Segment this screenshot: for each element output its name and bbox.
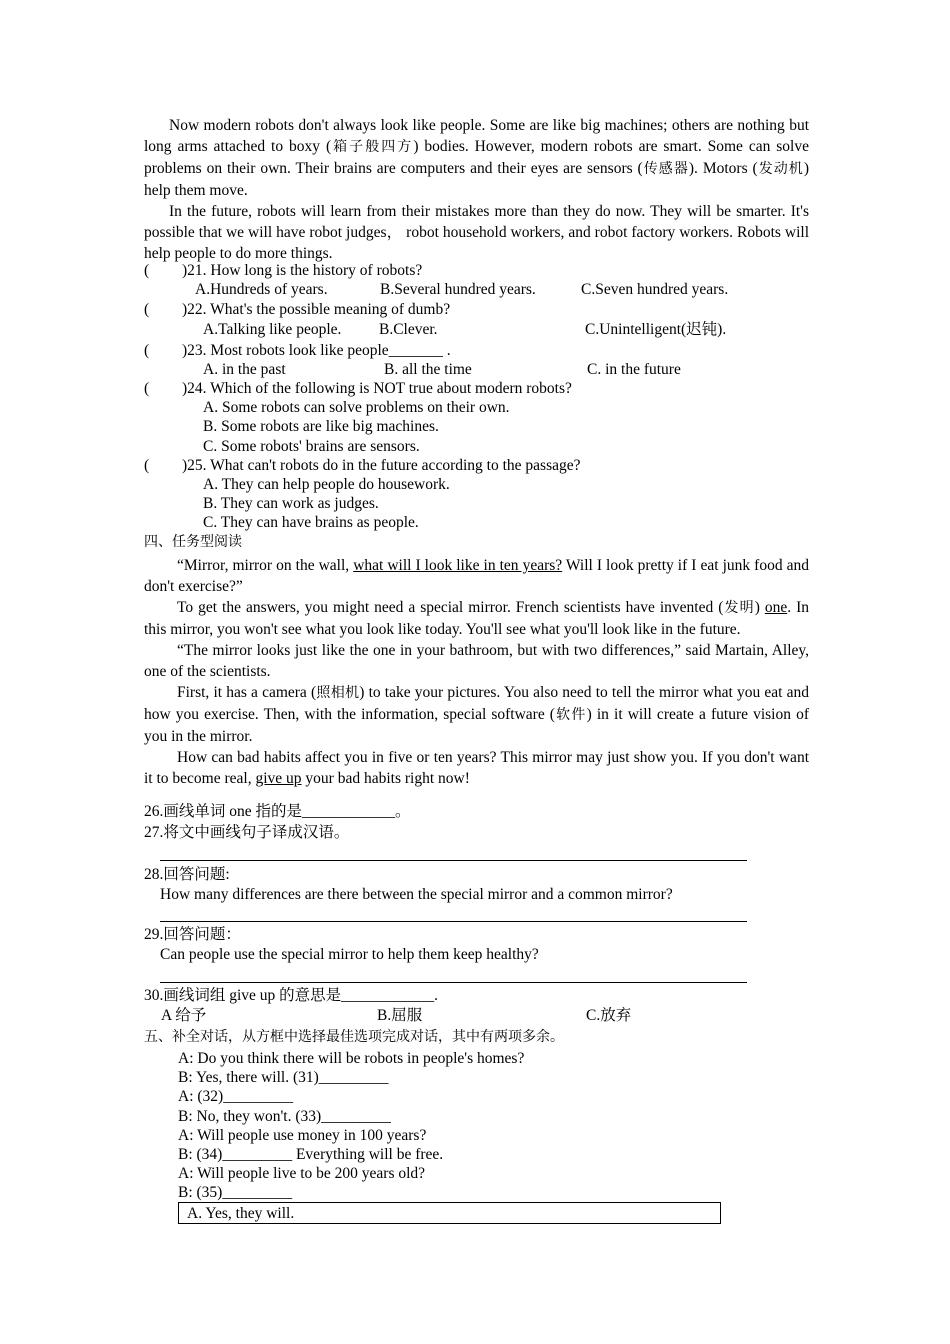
- dialogue-line-5: A: Will people use money in 100 years?: [178, 1127, 427, 1144]
- option-a: A. Yes, they will.: [187, 1205, 295, 1222]
- dialogue-line-1: A: Do you think there will be robots in people's homes?: [178, 1050, 525, 1067]
- gloss-boxy: 箱子般四方: [331, 139, 414, 155]
- dialogue-line-6: B: (34)_________ Everything will be free.: [178, 1146, 444, 1163]
- q23-stem: )23. Most robots look like people_______ .: [182, 342, 451, 359]
- q28-label: 28.回答问题:: [144, 866, 230, 883]
- dialogue-line-7: A: Will people live to be 200 years old?: [178, 1165, 426, 1182]
- q22-option-c: C.Unintelligent(迟钝).: [585, 321, 727, 338]
- dialogue-line-3: A: (32)_________: [178, 1088, 293, 1105]
- passage-2-paragraph-4: [144, 682, 809, 747]
- q27-answer-line[interactable]: [160, 860, 747, 861]
- q23-option-b: B. all the time: [384, 361, 472, 378]
- dialogue-line-2: B: Yes, there will. (31)_________: [178, 1069, 389, 1086]
- passage-2-paragraph-1: [144, 555, 809, 597]
- text: . In this mirror, you won't see what you look like today. You'll see what you'll look like in the future.: [144, 599, 809, 638]
- text: ) bodies. However, modern robots are smart. Some can solve problems on their own. Their brains are computers and their eyes are sensors (: [144, 138, 809, 177]
- q25-option-b: B. They can work as judges.: [203, 495, 379, 512]
- text: How can bad habits affect you in five or ten years? This mirror may just show you. If you don't want it to become real,: [144, 749, 809, 787]
- text: ): [754, 599, 765, 616]
- text: Will I look pretty if I eat junk food and don't exercise?”: [144, 557, 809, 595]
- q25-bracket: (: [144, 457, 150, 474]
- text: ) to take your pictures. You also need to tell the mirror what you eat and how you exercise. Then, with the information, special software (: [144, 684, 809, 723]
- text: your bad habits right now!: [301, 770, 470, 787]
- q24-option-c: C. Some robots' brains are sensors.: [203, 438, 420, 455]
- q21-option-a: A.Hundreds of years.: [195, 281, 328, 298]
- q23-bracket: (: [144, 342, 150, 359]
- options-box: [178, 1202, 721, 1224]
- q22-stem: )22. What's the possible meaning of dumb?: [182, 301, 451, 318]
- q25-option-c: C. They can have brains as people.: [203, 514, 419, 531]
- q30: 30.画线词组 give up 的意思是____________.: [144, 987, 439, 1004]
- q23-option-c: C. in the future: [587, 361, 681, 378]
- q21-bracket: (: [144, 262, 150, 279]
- q29-answer-line[interactable]: [160, 982, 747, 983]
- q24-option-b: B. Some robots are like big machines.: [203, 418, 439, 435]
- q29-label: 29.回答问题：: [144, 926, 241, 943]
- passage-2: [144, 555, 809, 789]
- q30-option-c: C.放弃: [586, 1007, 632, 1024]
- passage-2-paragraph-2: [144, 597, 809, 640]
- underlined-phrase-give-up: give up: [255, 770, 302, 787]
- q29-question: Can people use the special mirror to help them keep healthy?: [160, 946, 539, 963]
- text: To get the answers, you might need a special mirror. French scientists have invented (: [177, 599, 724, 616]
- q27: 27.将文中画线句子译成汉语。: [144, 824, 350, 841]
- gloss-motors: 发动机: [757, 161, 804, 177]
- underlined-sentence: what will I look like in ten years?: [353, 557, 563, 574]
- q28-question: How many differences are there between the special mirror and a common mirror?: [160, 886, 673, 903]
- q21-stem: )21. How long is the history of robots?: [182, 262, 423, 279]
- text: Now modern robots don't always look like people. Some are like big machines; others are nothing but long arms attached to boxy (: [144, 117, 809, 155]
- q24-stem: )24. Which of the following is NOT true about modern robots?: [182, 380, 572, 397]
- q28-answer-line[interactable]: [160, 921, 747, 922]
- passage-1: [144, 115, 809, 264]
- dialogue-line-8: B: (35)_________: [178, 1184, 293, 1201]
- q25-stem: )25. What can't robots do in the future according to the passage?: [182, 457, 581, 474]
- q23-option-a: A. in the past: [203, 361, 286, 378]
- q22-option-b: B.Clever.: [379, 321, 438, 338]
- passage-2-paragraph-5: [144, 747, 809, 789]
- section-5-heading: 五、补全对话，从方框中选择最佳选项完成对话，其中有两项多余。: [144, 1029, 564, 1045]
- q24-option-a: A. Some robots can solve problems on their own.: [203, 399, 510, 416]
- text: First, it has a camera (: [177, 684, 317, 701]
- gloss-invented: 发明: [723, 600, 755, 616]
- underlined-word-one: one: [764, 599, 788, 616]
- passage-1-paragraph-1: [144, 115, 809, 201]
- text: ) in it will create a future vision of you in the mirror.: [144, 706, 809, 745]
- q22-bracket: (: [144, 301, 150, 318]
- q22-option-a: A.Talking like people.: [203, 321, 342, 338]
- q30-option-b: B.屈服: [377, 1007, 423, 1024]
- text: “Mirror, mirror on the wall,: [177, 557, 354, 574]
- q26: 26.画线单词 one 指的是____________。: [144, 803, 411, 820]
- gloss-sensors: 传感器: [642, 161, 689, 177]
- text: ) help them move.: [144, 160, 810, 199]
- q30-option-a: A 给予: [161, 1007, 207, 1024]
- section-4-heading: 四、任务型阅读: [144, 534, 242, 550]
- q21-option-b: B.Several hundred years.: [380, 281, 536, 298]
- passage-2-paragraph-3: “The mirror looks just like the one in your bathroom, but with two differences,” said Martain, Alley, one of the scientists.: [144, 642, 809, 680]
- gloss-software: 软件: [554, 707, 587, 723]
- dialogue-line-4: B: No, they won't. (33)_________: [178, 1108, 391, 1125]
- q24-bracket: (: [144, 380, 150, 397]
- q21-option-c: C.Seven hundred years.: [581, 281, 729, 298]
- gloss-camera: 照相机: [316, 685, 360, 701]
- q25-option-a: A. They can help people do housework.: [203, 476, 450, 493]
- text: ). Motors (: [688, 160, 758, 177]
- passage-1-paragraph-2: In the future, robots will learn from their mistakes more than they do now. They will be smarter. It's possible that we will have robot judges， robot household workers, and robot factory workers. Robots will help people to do more things.: [144, 203, 809, 262]
